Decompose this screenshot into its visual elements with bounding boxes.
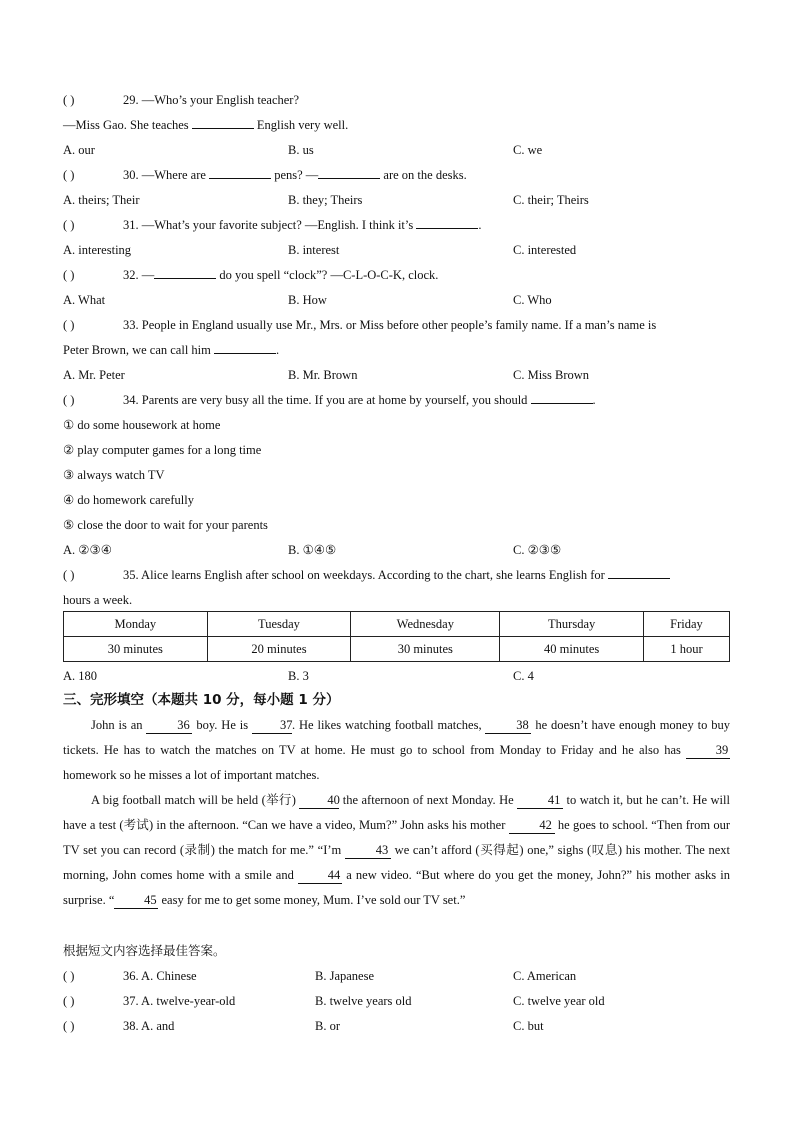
cloze-blank-40: 40	[299, 793, 339, 809]
cloze-blank-36: 36	[146, 718, 192, 734]
cloze-blank-38: 38	[485, 718, 531, 734]
cloze-blank-37: 37	[252, 718, 292, 734]
list-item: ⑤ close the door to wait for your parents	[63, 518, 268, 532]
passage-paragraph-1: John is an 36 boy. He is 37. He likes watching football matches, 38 he doesn’t have enough money to buy tickets. He has to watch the matches on TV at home. He must go to school from Monday to Friday and he also has 39 homework so he misses a lot of important matches.	[63, 718, 730, 782]
cloze-blank-39: 39	[686, 743, 730, 759]
cloze-blank-45: 45	[114, 893, 158, 909]
question-31: ( ) 31. —What’s your favorite subject? —English. I think it’s .	[63, 218, 482, 232]
cloze-blank-41: 41	[517, 793, 563, 809]
answer-paren: ( )	[63, 93, 75, 107]
list-item: ② play computer games for a long time	[63, 443, 262, 457]
list-item: ① do some housework at home	[63, 418, 221, 432]
cloze-blank-44: 44	[298, 868, 342, 884]
question-29: ( ) 29. —Who’s your English teacher?	[63, 93, 299, 107]
question-32: ( ) 32. — do you spell “clock”? —C-L-O-C-K, clock.	[63, 268, 439, 282]
question-35: ( ) 35. Alice learns English after school on weekdays. According to the chart, she learns English for	[63, 566, 670, 584]
question-33: ( ) 33. People in England usually use Mr., Mrs. or Miss before other people’s family name. If a man’s name is	[63, 318, 657, 332]
cloze-blank-43: 43	[345, 843, 391, 859]
question-29-reply: —Miss Gao. She teaches English very well.	[63, 118, 349, 132]
question-35-line2: hours a week.	[63, 593, 133, 607]
question-30: ( ) 30. —Where are pens? — are on the desks.	[63, 168, 467, 182]
answer-blank	[192, 116, 254, 129]
instruction: 根据短文内容选择最佳答案。	[63, 944, 226, 958]
table-row: 30 minutes 20 minutes 30 minutes 40 minutes 1 hour	[64, 637, 730, 662]
section-heading: 三、完形填空（本题共 10 分，每小题 1 分）	[63, 692, 340, 708]
table-header-row: Monday Tuesday Wednesday Thursday Friday	[64, 612, 730, 637]
passage-paragraph-2: A big football match will be held (举行) 40 the afternoon of next Monday. He 41 to watch it, but he can’t. He will have a test (考试) in the afternoon. “Can we have a video, Mum?” John asks his mother 42 he goes to school. “Then from our TV set you can record (录制) the match for me.” “I’m 43 we can’t afford (买得起) one,” sighs (叹息) his mother. The next morning, John comes home with a smile and 44 a new video. “But where do you get the money, John?” his mother asks in surprise. “ 45 easy for me to get some money, Mum. I’ve sold our TV set.”	[63, 793, 731, 907]
question-33-line2: Peter Brown, we can call him .	[63, 343, 280, 357]
schedule-table	[63, 611, 730, 662]
question-34: ( ) 34. Parents are very busy all the time. If you are at home by yourself, you should .	[63, 393, 596, 407]
list-item: ③ always watch TV	[63, 468, 165, 482]
cloze-blank-42: 42	[509, 818, 555, 834]
list-item: ④ do homework carefully	[63, 493, 194, 507]
